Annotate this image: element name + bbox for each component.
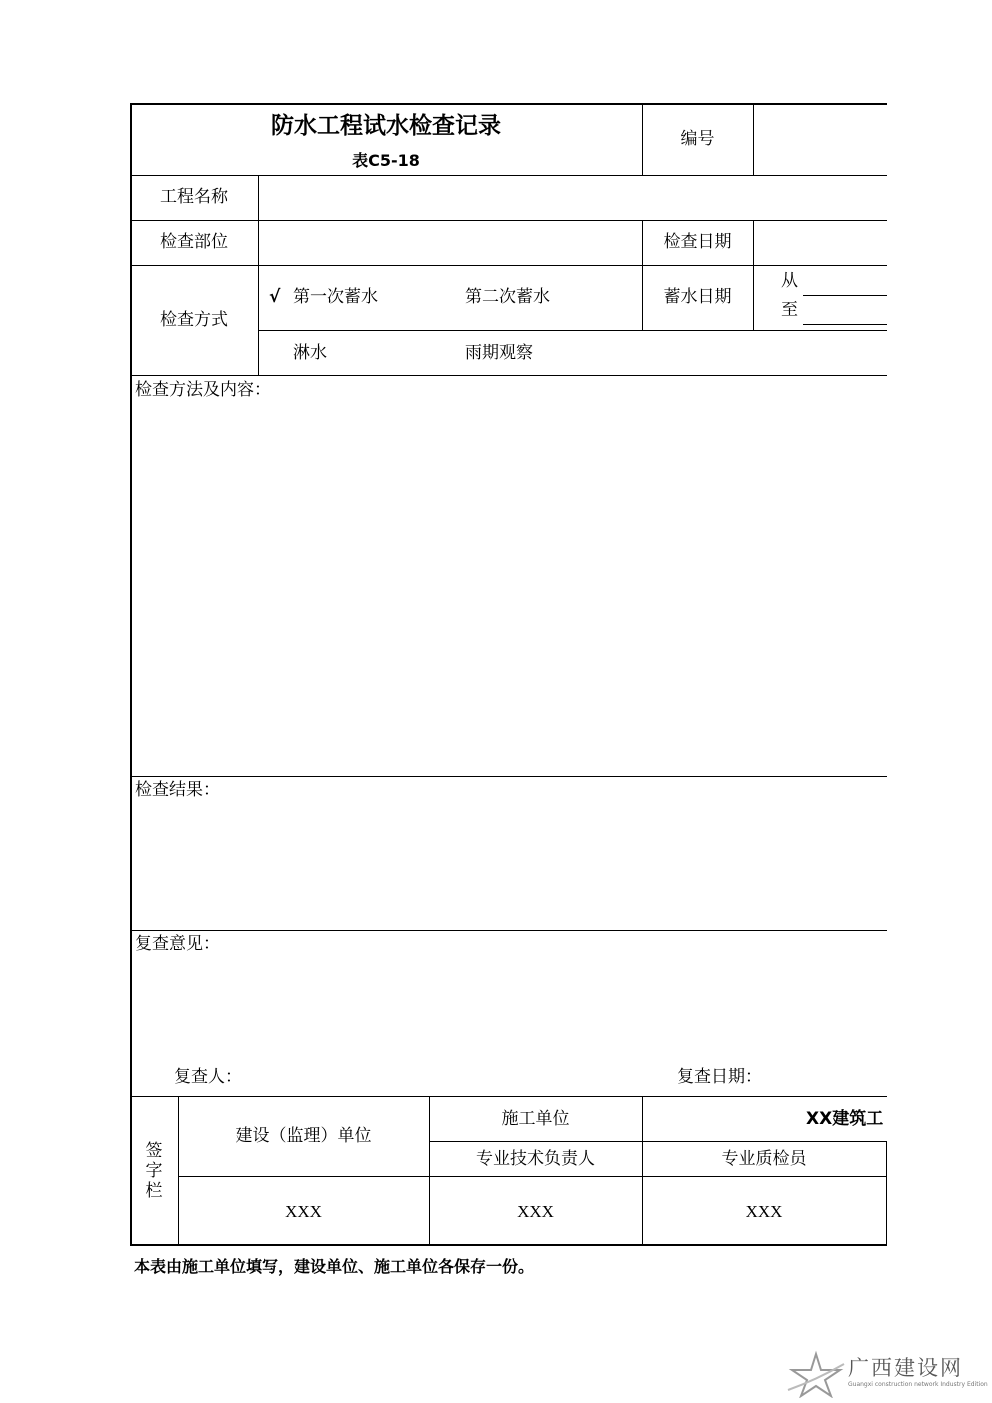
row-line <box>130 1096 887 1097</box>
star-logo-icon <box>786 1350 846 1398</box>
qc-label: 专业质检员 <box>721 1149 807 1169</box>
from-label: 从 <box>781 271 798 291</box>
to-label: 至 <box>781 300 798 320</box>
construction-company: XX建筑工 <box>806 1109 884 1129</box>
location-label: 检查部位 <box>160 232 228 252</box>
row-line <box>130 265 887 266</box>
qc-signature[interactable]: XXX <box>745 1202 783 1221</box>
border-top <box>130 103 887 105</box>
method-label: 检查方式 <box>160 310 228 330</box>
inspection-form <box>130 103 887 1246</box>
row-line <box>130 930 887 931</box>
watermark-title: 广西建设网 <box>848 1356 963 1380</box>
project-name-label: 工程名称 <box>160 187 228 207</box>
tech-lead-label: 专业技术负责人 <box>476 1149 595 1169</box>
signature-section-label: 签字栏 <box>145 1141 163 1201</box>
row-line <box>130 776 887 777</box>
checkmark-icon[interactable]: √ <box>269 287 281 307</box>
col-line <box>753 220 754 330</box>
col-line <box>178 1096 179 1244</box>
col-line <box>753 103 754 175</box>
border-bottom <box>130 1244 887 1246</box>
result-label: 检查结果： <box>135 780 220 800</box>
check-date-label: 检查日期 <box>663 232 732 252</box>
option-rainy-observation[interactable]: 雨期观察 <box>465 343 533 363</box>
col-line <box>258 175 259 375</box>
footnote: 本表由施工单位填写，建设单位、施工单位各保存一份。 <box>134 1257 535 1276</box>
option-second-storage[interactable]: 第二次蓄水 <box>465 287 550 307</box>
row-line <box>178 1176 887 1177</box>
row-line <box>258 330 887 331</box>
row-line <box>429 1141 887 1142</box>
col-line <box>886 1141 887 1244</box>
owner-unit-label: 建设（监理）单位 <box>235 1126 372 1146</box>
form-title: 防水工程试水检查记录 <box>271 113 501 139</box>
tech-lead-signature[interactable]: XXX <box>517 1202 554 1221</box>
watermark <box>786 1350 986 1398</box>
watermark-subtitle: Guangxi construction network Industry Edition <box>848 1381 988 1388</box>
review-date-label: 复查日期： <box>677 1067 762 1087</box>
serial-label: 编号 <box>680 129 715 149</box>
option-sprinkle[interactable]: 淋水 <box>293 343 327 363</box>
from-date-line[interactable] <box>803 295 887 296</box>
reviewer-label: 复查人： <box>174 1067 242 1087</box>
col-line <box>642 1096 643 1244</box>
to-date-line[interactable] <box>803 324 887 325</box>
row-line <box>130 220 887 221</box>
review-label: 复查意见： <box>135 934 220 954</box>
content-label: 检查方法及内容： <box>135 380 271 400</box>
construction-unit-label: 施工单位 <box>501 1109 570 1129</box>
border-left <box>130 103 132 1246</box>
row-line <box>130 175 887 176</box>
owner-signature[interactable]: XXX <box>285 1202 322 1221</box>
storage-date-label: 蓄水日期 <box>663 287 732 307</box>
row-line <box>130 375 887 376</box>
form-code: 表C5-18 <box>352 151 420 170</box>
option-first-storage[interactable]: 第一次蓄水 <box>293 287 378 307</box>
